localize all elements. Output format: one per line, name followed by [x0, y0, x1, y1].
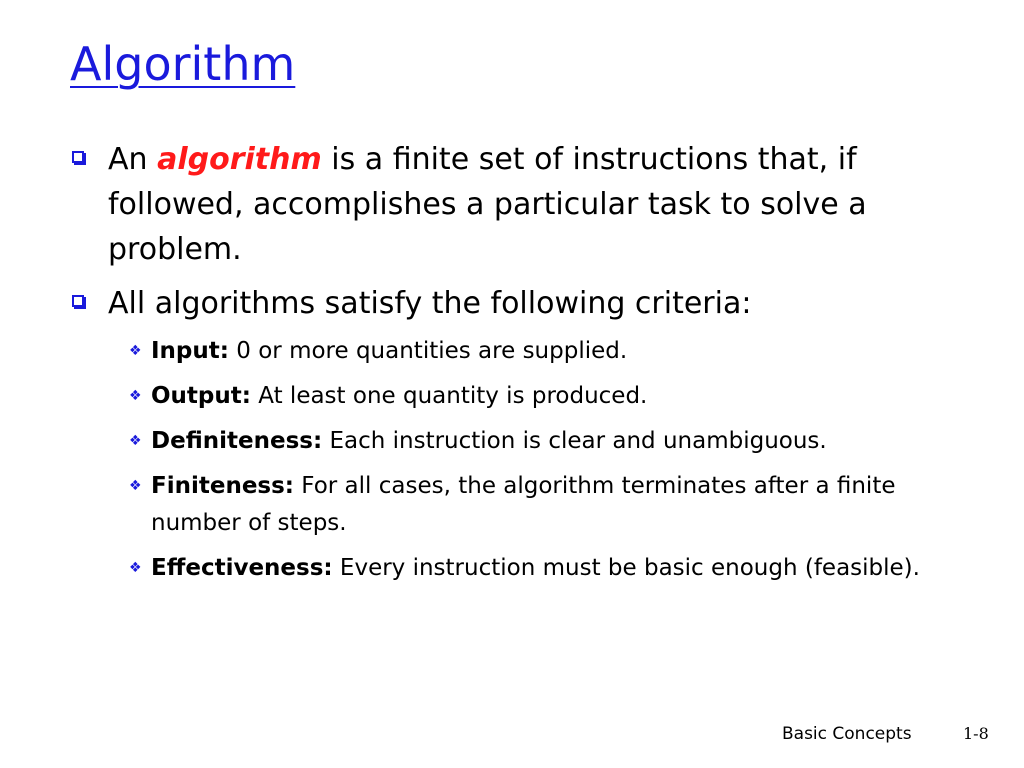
slide-body	[70, 137, 990, 595]
bullet-criteria-text: All algorithms satisfy the following criteria:	[108, 286, 752, 321]
hollow-square-bullet-icon	[72, 151, 84, 163]
criteria-item-definiteness	[129, 423, 990, 460]
criteria-list	[70, 333, 990, 587]
criteria-term: Input:	[151, 338, 229, 364]
footer-label: Basic Concepts	[782, 724, 912, 744]
criteria-term: Output:	[151, 383, 251, 409]
criteria-text: Each instruction is clear and unambiguous.	[322, 428, 827, 454]
criteria-text: Every instruction must be basic enough (feasible).	[332, 555, 920, 581]
page-number: 1-8	[963, 724, 989, 743]
criteria-item-input	[129, 333, 990, 370]
criteria-term: Effectiveness:	[151, 555, 333, 581]
four-point-star-bullet-icon: ❖	[129, 560, 142, 576]
criteria-text: For all cases, the algorithm terminates after a finite number of steps.	[151, 473, 896, 536]
four-point-star-bullet-icon: ❖	[129, 433, 142, 449]
keyword-algorithm: algorithm	[157, 142, 322, 177]
criteria-text: 0 or more quantities are supplied.	[228, 338, 628, 364]
criteria-item-finiteness	[129, 468, 990, 542]
bullet-definition-suffix: is a finite set of instructions that, if followed, accomplishes a particular task to solve a problem.	[108, 142, 867, 267]
criteria-term: Definiteness:	[151, 428, 323, 454]
bullet-definition-prefix: An	[108, 142, 158, 177]
slide-title: Algorithm	[70, 37, 296, 91]
four-point-star-bullet-icon: ❖	[129, 388, 142, 404]
four-point-star-bullet-icon: ❖	[129, 343, 142, 359]
criteria-item-output	[129, 378, 990, 415]
criteria-item-effectiveness	[129, 550, 990, 587]
bullet-definition	[70, 137, 990, 272]
criteria-term: Finiteness:	[151, 473, 294, 499]
criteria-text: At least one quantity is produced.	[250, 383, 648, 409]
bullet-criteria	[70, 281, 990, 326]
hollow-square-bullet-icon	[72, 295, 84, 307]
four-point-star-bullet-icon: ❖	[129, 478, 142, 494]
